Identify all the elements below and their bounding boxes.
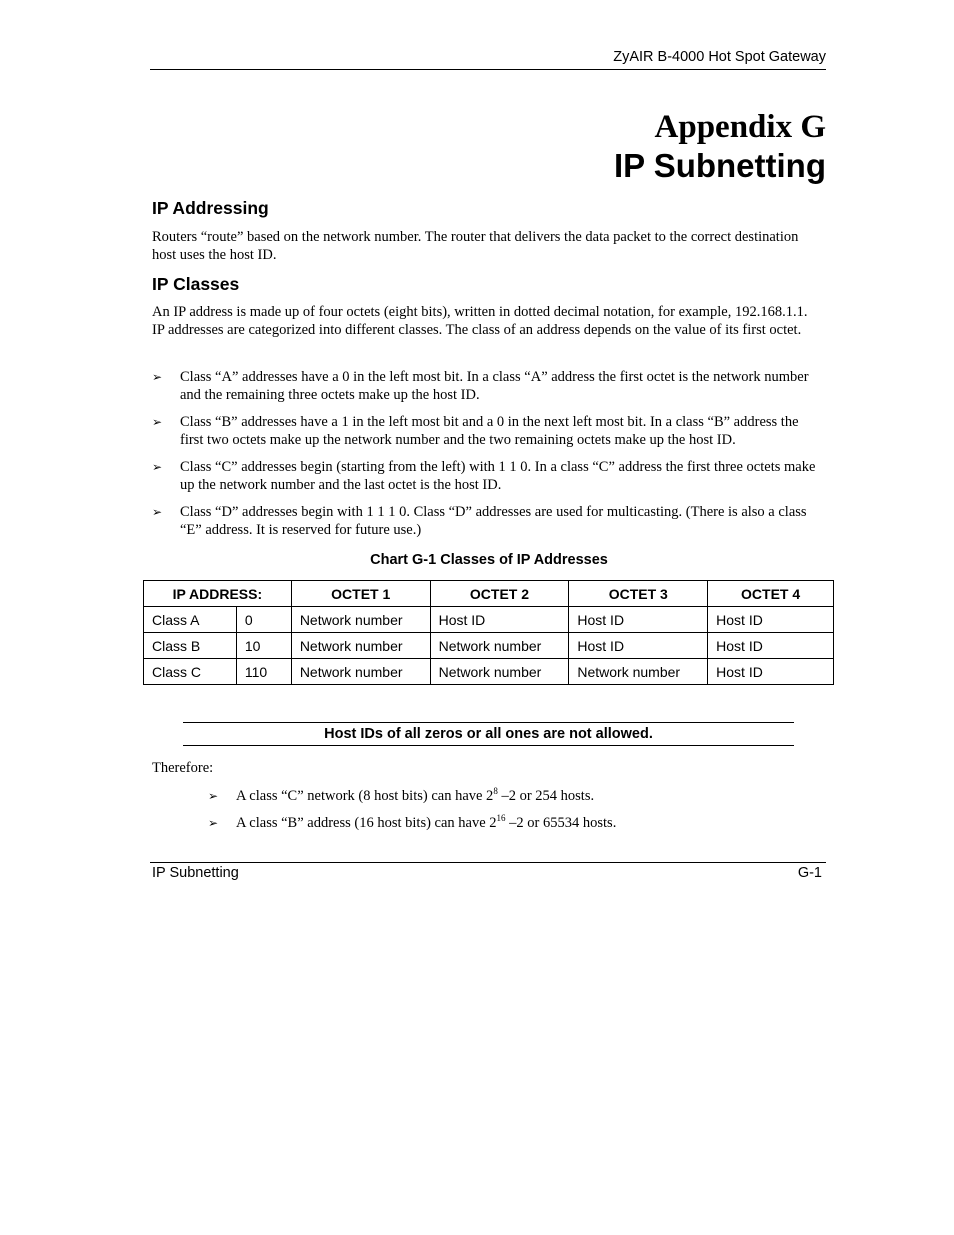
bullet-text: Class “B” addresses have a 1 in the left most bit and a 0 in the next left most bit. In a class “B” address the first two octets make up the network number and the two remaining octets make up the host ID. <box>180 414 799 448</box>
bullet-arrow-icon: ➢ <box>152 460 163 474</box>
bullet-arrow-icon: ➢ <box>208 816 219 830</box>
table-row <box>144 633 834 659</box>
running-header-title: ZyAIR B-4000 Hot Spot Gateway <box>613 49 826 65</box>
paragraph-ip-classes: An IP address is made up of four octets (eight bits), written in dotted decimal notation, for example, 192.168.1.1. IP addresses are categorized into different classes. The class of an address depends on the value of its first octet. <box>152 304 808 338</box>
table-cell: Host ID <box>569 607 708 633</box>
host-count-result: –2 or 65534 hosts. <box>505 815 617 831</box>
table-cell: Class A <box>144 607 237 633</box>
table-cell: Network number <box>291 607 430 633</box>
table-header-row <box>144 581 834 607</box>
appendix-label: Appendix G <box>654 109 826 145</box>
table-cell: Network number <box>430 659 569 685</box>
note-text: Host IDs of all zeros or all ones are not allowed. <box>324 726 653 742</box>
appendix-title: IP Subnetting <box>613 147 826 184</box>
table-cell: Host ID <box>708 607 834 633</box>
table-cell: Host ID <box>708 633 834 659</box>
bullet-arrow-icon: ➢ <box>152 415 163 429</box>
host-count-text: A class “C” network (8 host bits) can have 2 <box>236 788 494 804</box>
bullet-text <box>236 814 881 832</box>
page-footer <box>150 862 826 881</box>
therefore-label: Therefore: <box>152 760 214 776</box>
table-row <box>144 659 834 685</box>
column-header-octet-4: OCTET 4 <box>708 581 834 607</box>
table-cell: Host ID <box>430 607 569 633</box>
paragraph-ip-addressing: Routers “route” based on the network number. The router that delivers the data packet to the correct destination host uses the host ID. <box>152 229 799 263</box>
table-row <box>144 607 834 633</box>
table-cell: 10 <box>236 633 291 659</box>
footer-section-title: IP Subnetting <box>152 865 239 881</box>
footer-page-number: G-1 <box>797 865 822 881</box>
table-cell: Network number <box>430 633 569 659</box>
heading-ip-addressing: IP Addressing <box>152 198 269 218</box>
note-box <box>183 722 794 746</box>
bullet-text: Class “A” addresses have a 0 in the left most bit. In a class “A” address the first octet is the network number and the remaining three octets make up the host ID. <box>180 369 809 403</box>
table-cell: Host ID <box>708 659 834 685</box>
column-header-ip-address: IP ADDRESS: <box>144 581 292 607</box>
host-count-result: –2 or 254 hosts. <box>497 788 595 804</box>
table-cell: 110 <box>236 659 291 685</box>
chart-caption: Chart G-1 Classes of IP Addresses <box>370 552 608 568</box>
bullet-text: Class “C” addresses begin (starting from the left) with 1 1 0. In a class “C” address the first three octets make up the network number and the last octet is the host ID. <box>180 459 816 493</box>
table-cell: Network number <box>291 659 430 685</box>
column-header-octet-3: OCTET 3 <box>569 581 708 607</box>
table-cell: Network number <box>569 659 708 685</box>
table-cell: 0 <box>236 607 291 633</box>
bullet-arrow-icon: ➢ <box>152 370 163 384</box>
column-header-octet-1: OCTET 1 <box>291 581 430 607</box>
bullet-arrow-icon: ➢ <box>208 789 219 803</box>
table-cell: Network number <box>291 633 430 659</box>
ip-classes-table <box>143 580 834 685</box>
bullet-arrow-icon: ➢ <box>152 505 163 519</box>
heading-ip-classes: IP Classes <box>152 274 240 294</box>
table-cell: Class C <box>144 659 237 685</box>
exponent: 8 <box>493 786 498 796</box>
exponent: 16 <box>496 813 506 823</box>
bullet-text: Class “D” addresses begin with 1 1 1 0. Class “D” addresses are used for multicasting. (There is also a class “E” address. It is reserved for future use.) <box>180 504 807 538</box>
table-cell: Host ID <box>569 633 708 659</box>
host-count-text: A class “B” address (16 host bits) can have 2 <box>236 815 497 831</box>
column-header-octet-2: OCTET 2 <box>430 581 569 607</box>
running-header <box>150 49 826 70</box>
table-cell: Class B <box>144 633 237 659</box>
page-title <box>150 108 826 186</box>
bullet-text <box>236 787 881 805</box>
